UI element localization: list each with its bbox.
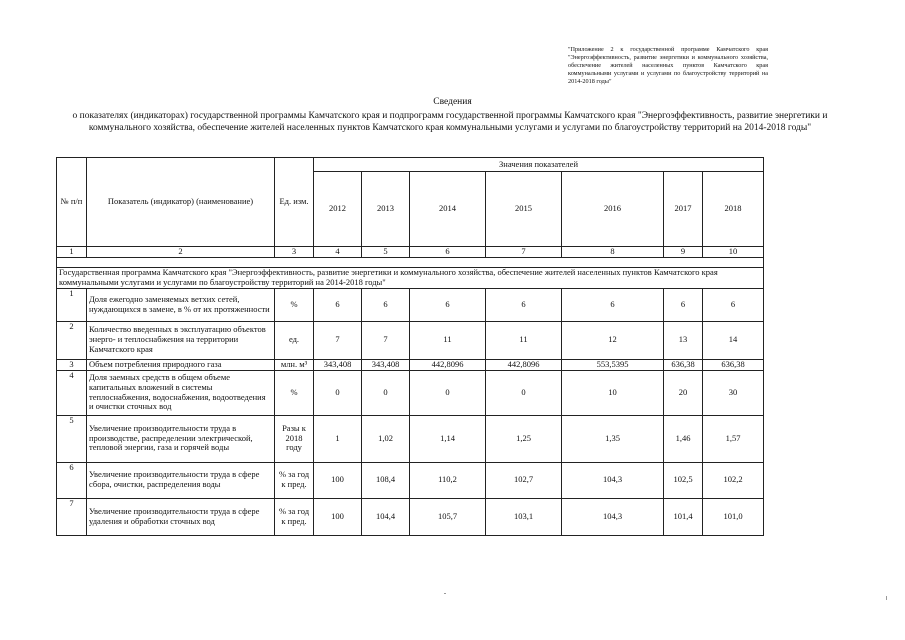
row-value: 1,35: [562, 415, 664, 462]
row-value: 30: [703, 370, 764, 415]
row-number: 3: [57, 359, 87, 370]
row-unit: Разы к 2018 году: [275, 415, 314, 462]
header-unit: Ед. изм.: [275, 158, 314, 247]
row-value: 100: [314, 462, 362, 498]
row-value: 102,7: [486, 462, 562, 498]
row-value: 0: [314, 370, 362, 415]
row-value: 102,5: [664, 462, 703, 498]
row-value: 105,7: [410, 498, 486, 535]
row-value: 11: [486, 321, 562, 359]
row-indicator: Увеличение производительности труда в сфере удаления и обработки сточных вод: [87, 498, 275, 535]
row-unit: ед.: [275, 321, 314, 359]
row-value: 6: [562, 288, 664, 321]
column-number: 1: [57, 247, 87, 258]
scan-speck: [886, 596, 887, 600]
row-value: 553,5395: [562, 359, 664, 370]
column-number: 10: [703, 247, 764, 258]
row-value: 442,8096: [410, 359, 486, 370]
row-value: 1,02: [362, 415, 410, 462]
row-value: 6: [703, 288, 764, 321]
row-value: 13: [664, 321, 703, 359]
row-value: 108,4: [362, 462, 410, 498]
table-row: [57, 288, 764, 321]
header-year: 2012: [314, 172, 362, 247]
row-value: 636,38: [664, 359, 703, 370]
column-number: 4: [314, 247, 362, 258]
row-value: 102,2: [703, 462, 764, 498]
row-unit: %: [275, 288, 314, 321]
row-value: 101,4: [664, 498, 703, 535]
header-year: 2017: [664, 172, 703, 247]
table-row: [57, 321, 764, 359]
column-number: 2: [87, 247, 275, 258]
row-value: 1,46: [664, 415, 703, 462]
table-row: [57, 498, 764, 535]
table-row: [57, 359, 764, 370]
row-indicator: Доля заемных средств в общем объеме капитальных вложений в системы теплоснабжения, водоснабжения, водоотведения и очистки сточных вод: [87, 370, 275, 415]
row-value: 100: [314, 498, 362, 535]
table-row: [57, 370, 764, 415]
header-indicator: Показатель (индикатор) (наименование): [87, 158, 275, 247]
row-value: 6: [664, 288, 703, 321]
row-indicator: Доля ежегодно заменяемых ветхих сетей, нуждающихся в замене, в % от их протяженности: [87, 288, 275, 321]
row-value: 103,1: [486, 498, 562, 535]
table-row: [57, 415, 764, 462]
row-number: 2: [57, 321, 87, 359]
program-row: Государственная программа Камчатского края "Энергоэффективность, развитие энергетики и коммунального хозяйства, обеспечение жителей населенных пунктов Камчатского края коммунальными услугами и услугами по благоустройству территорий на 2014-2018 годы": [57, 268, 764, 289]
header-year: 2016: [562, 172, 664, 247]
row-value: 0: [410, 370, 486, 415]
row-value: 104,3: [562, 498, 664, 535]
row-value: 1: [314, 415, 362, 462]
header-year: 2015: [486, 172, 562, 247]
row-indicator: Количество введенных в эксплуатацию объектов энерго- и теплоснабжения на территории Камчатского края: [87, 321, 275, 359]
document-title: Сведения: [433, 97, 472, 107]
row-value: 104,3: [562, 462, 664, 498]
row-value: 343,408: [362, 359, 410, 370]
row-number: 1: [57, 288, 87, 321]
row-value: 110,2: [410, 462, 486, 498]
row-value: 6: [362, 288, 410, 321]
row-value: 343,408: [314, 359, 362, 370]
column-number: 8: [562, 247, 664, 258]
row-unit: %: [275, 370, 314, 415]
column-number: 3: [275, 247, 314, 258]
row-indicator: Увеличение производительности труда в сфере сбора, очистки, распределения воды: [87, 462, 275, 498]
header-num: № п/п: [57, 158, 87, 247]
indicators-table: [56, 157, 764, 536]
row-number: 7: [57, 498, 87, 535]
row-number: 4: [57, 370, 87, 415]
row-value: 7: [362, 321, 410, 359]
row-value: 1,14: [410, 415, 486, 462]
header-values-group: Значения показателей: [314, 158, 764, 172]
row-number: 5: [57, 415, 87, 462]
row-value: 7: [314, 321, 362, 359]
row-value: 104,4: [362, 498, 410, 535]
row-value: 0: [362, 370, 410, 415]
row-indicator: Увеличение производительности труда в производстве, распределении электрической, тепловой энергии, газа и горячей воды: [87, 415, 275, 462]
row-unit: % за год к пред.: [275, 462, 314, 498]
table-row: [57, 462, 764, 498]
row-unit: % за год к пред.: [275, 498, 314, 535]
appendix-note: "Приложение 2 к государственной программе Камчатского края "Энергоэффективность, развитие энергетики и коммунального хозяйства, обеспечение жителей населенных пунктов Камчатского края коммунальными услугами и услугами по благоустройству территорий на 2014-2018 годы": [568, 46, 768, 86]
column-number: 9: [664, 247, 703, 258]
row-indicator: Объем потребления природного газа: [87, 359, 275, 370]
row-value: 0: [486, 370, 562, 415]
column-number: 6: [410, 247, 486, 258]
row-value: 10: [562, 370, 664, 415]
row-value: 1,25: [486, 415, 562, 462]
header-year: 2014: [410, 172, 486, 247]
column-number: 7: [486, 247, 562, 258]
row-value: 11: [410, 321, 486, 359]
column-number: 5: [362, 247, 410, 258]
row-value: 442,8096: [486, 359, 562, 370]
scan-speck: [444, 593, 446, 594]
row-value: 636,38: [703, 359, 764, 370]
row-value: 6: [486, 288, 562, 321]
header-year: 2013: [362, 172, 410, 247]
row-value: 12: [562, 321, 664, 359]
row-value: 6: [314, 288, 362, 321]
row-value: 6: [410, 288, 486, 321]
row-unit: млн. м³: [275, 359, 314, 370]
column-number-row: [57, 247, 764, 258]
row-value: 1,57: [703, 415, 764, 462]
row-value: 20: [664, 370, 703, 415]
row-value: 14: [703, 321, 764, 359]
row-value: 101,0: [703, 498, 764, 535]
header-year: 2018: [703, 172, 764, 247]
document-subtitle: о показателях (индикаторах) государственной программы Камчатского края и подпрограмм государственной программы Камчатского края "Энергоэффективность, развитие энергетики и коммунального хозяйства, обеспечение жителей населенных пунктов Камчатского края коммунальными услугами и услугами по благоустройству территорий на 2014-2018 годы": [72, 111, 828, 133]
row-number: 6: [57, 462, 87, 498]
